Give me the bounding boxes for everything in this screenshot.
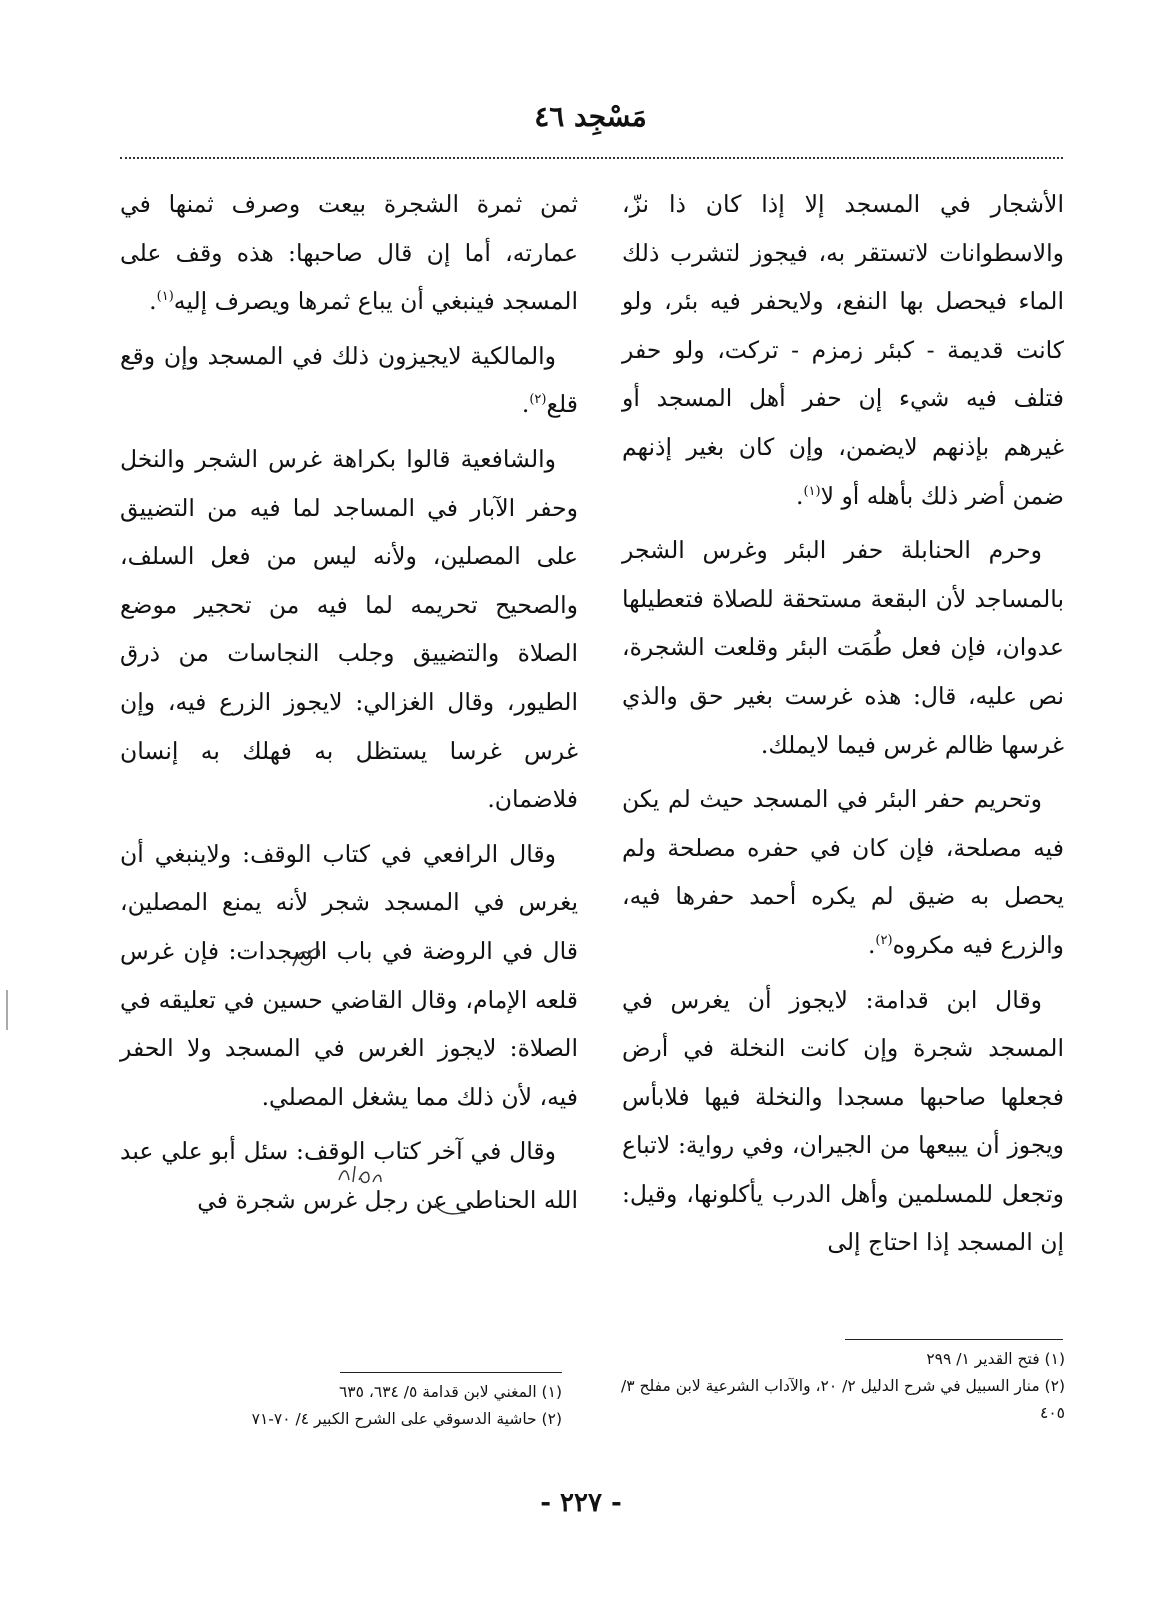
footnote-item: (١) فتح القدير ١/ ٢٩٩ xyxy=(926,1350,1065,1368)
right-column xyxy=(622,180,1064,1267)
right-paragraph-2: وحرم الحنابلة حفر البئر وغرس الشجر بالمساجد لأن البقعة مستحقة للصلاة فتعطيلها عدوان، فإن فعل طُمَت البئر وقلعت الشجرة، نص عليه، قال: هذه غرست بغير حق والذي غرسها ظالم غرس فيما لايملك. xyxy=(622,536,1064,759)
footnote-rule-left xyxy=(340,1372,562,1373)
page-header-title: مَسْجِد ٤٦ xyxy=(534,100,647,133)
left-paragraph-3: والشافعية قالوا بكراهة غرس الشجر والنخل وحفر الآبار في المساجد لما فيه من التضييق على المصلين، ولأنه ليس من فعل السلف، والصحيح تحريمه لما فيه من تحجير موضع الصلاة والتضييق وجلب النجاسات من ذرق الطيور، وقال الغزالي: لايجوز الزرع فيه، وإن غرس غرسا يستظل به فهلك به إنسان فلاضمان. xyxy=(120,444,578,814)
right-paragraph-3: وتحريم حفر البئر في المسجد حيث لم يكن فيه مصلحة، فإن كان في حفره مصلحة ولم يحصل به ضيق لم يكره أحمد حفرها فيه، والزرع فيه مكروه$^{(٢)}$. xyxy=(622,785,1064,959)
handwritten-mark-icon xyxy=(287,940,327,976)
footnote-rule-right xyxy=(845,1339,1063,1340)
header-dotted-rule xyxy=(120,157,1063,159)
footnotes-left xyxy=(200,1379,562,1433)
page-number: - ٢٢٧ - xyxy=(540,1488,622,1518)
footnote-item: (٢) حاشية الدسوقي على الشرح الكبير ٤/ ٧٠-٧١ xyxy=(251,1410,562,1428)
left-paragraph-1: ثمن ثمرة الشجرة بيعت وصرف ثمنها في عمارته، أما إن قال صاحبها: هذه وقف على المسجد فينبغي أن يباع ثمرها ويصرف إليه$^{(١)}$. xyxy=(120,190,578,316)
right-paragraph-4: وقال ابن قدامة: لايجوز أن يغرس في المسجد شجرة وإن كانت النخلة في أرض فجعلها صاحبها مسجدا والنخلة فيها فلابأس ويجوز أن يبيعها من الجيران، وفي رواية: لاتباع وتجعل للمسلمين وأهل الدرب يأكلونها، وقيل: إن المسجد إذا احتاج إلى xyxy=(622,985,1064,1257)
footnote-item: (٢) منار السبيل في شرح الدليل ٢/ ٢٠، والآداب الشرعية لابن مفلح ٣/ ٤٠٥ xyxy=(621,1377,1065,1422)
left-paragraph-5: وقال في آخر كتاب الوقف: سئل أبو علي عبد الله الحناطي عن رجل غرس شجرة في xyxy=(120,1137,578,1214)
left-paragraph-4: وقال الرافعي في كتاب الوقف: ولاينبغي أن يغرس في المسجد شجر لأنه يمنع المصلين، قال في الروضة في باب السجدات: فإن غرس قلعه الإمام، وقال القاضي حسين في تعليقه في الصلاة: لايجوز الغرس في المسجد ولا الحفر فيه، لأن ذلك مما يشغل المصلي. xyxy=(120,839,578,1111)
footnote-ref: (١) xyxy=(156,289,174,305)
footnote-ref: (٢) xyxy=(529,392,547,408)
left-paragraph-2: والمالكية لايجيزون ذلك في المسجد وإن وقع قلع$^{(٢)}$. xyxy=(120,341,578,419)
scan-edge-mark xyxy=(6,990,8,1030)
handwritten-stroke-icon xyxy=(431,1200,471,1220)
footnote-item: (١) المغني لابن قدامة ٥/ ٦٣٤، ٦٣٥ xyxy=(338,1383,562,1401)
footnote-ref: (١) xyxy=(803,483,821,499)
right-paragraph-1: الأشجار في المسجد إلا إذا كان ذا نزّ، والاسطوانات لاتستقر به، فيجوز لتشرب ذلك الماء فيحصل بها النفع، ولايحفر فيه بئر، ولو كانت قديمة - كبئر زمزم - تركت، ولو حفر فتلف فيه شيء إن حفر أهل المسجد أو غيرهم بإذنهم لايضمن، وإن كان بغير إذنهم ضمن أضر ذلك بأهله أو لا$^{(١)}$. xyxy=(622,190,1064,510)
footnotes-right xyxy=(610,1346,1065,1427)
left-column xyxy=(120,180,578,1224)
footnote-ref: (٢) xyxy=(875,933,893,949)
handwritten-annotation-icon xyxy=(335,1160,385,1192)
